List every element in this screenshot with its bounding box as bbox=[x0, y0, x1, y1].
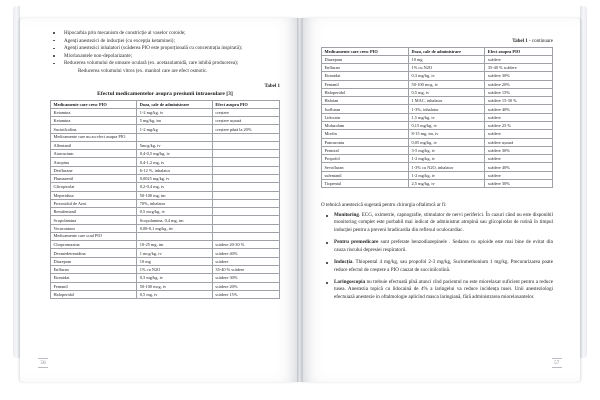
table-row bbox=[322, 80, 553, 88]
cell-doza: 6-12 %, inhalator bbox=[137, 166, 213, 174]
bullet-text: nu trebuie efectuată pînă atunci cînd pacientul nu este miorelaxat suficient pentru a reduce tusea. Anestezia topică cu lidocaină de 4% a laringelui va reduce incidența tusei. Unii anesteziologi efectuiază anestezie in oftalmologie aplicînd masca laringiană, fără administrarea miorelaxantelor. bbox=[334, 279, 553, 300]
table-label-left bbox=[50, 84, 280, 89]
column-header-doza: Doza, cale de administrare bbox=[409, 47, 485, 55]
cell-doza: 1% cu N2O bbox=[137, 266, 213, 274]
table-row bbox=[322, 88, 553, 96]
cell-efect: creștere ușoară bbox=[212, 117, 279, 125]
table-row bbox=[322, 180, 553, 188]
table-title-left: Efectul medicamentelor asupra presiunii intraosulare [3] bbox=[97, 91, 233, 98]
cell-doza: Scopolamina, 0,4 mg, im bbox=[137, 216, 213, 224]
technique-bullet-list bbox=[321, 212, 553, 301]
cell-efect: scădere bbox=[212, 257, 279, 265]
cell-medicament: Sucinilcolina bbox=[51, 125, 137, 133]
cell-efect: scădere 25 % bbox=[485, 122, 553, 130]
cell-medicament: Morfin bbox=[322, 130, 409, 138]
bullet-dot-icon bbox=[326, 215, 328, 217]
cell-efect: scădere 15% bbox=[212, 290, 279, 298]
list-item bbox=[50, 53, 280, 60]
cell-medicament: Medicamente care nu au efect asupra PIO bbox=[51, 133, 137, 141]
cell-medicament: Clorpromazina bbox=[51, 241, 137, 249]
cell-efect: scădere 20% bbox=[485, 80, 553, 88]
table-label-text: Tabel 1 bbox=[512, 39, 528, 44]
cell-medicament: sufentanil bbox=[322, 171, 409, 179]
cell-medicament: Atropina bbox=[51, 158, 137, 166]
bullet-text: . ECG, oximetrie, capnografie, stimulator de nervi periferici. În cazuri când nu este disponibil monitoring complet este porbabil mai indicat de administrat atropină sau glicopirolat de rutină în timpul inducției pentru a preveni bradicardia din reflexul oculocardiac. bbox=[334, 212, 553, 233]
page-number-value: 57 bbox=[552, 358, 562, 368]
table-row bbox=[51, 108, 280, 116]
cell-medicament: Fentanil bbox=[51, 282, 137, 290]
page-left bbox=[20, 18, 299, 382]
bullet-dot-icon bbox=[326, 282, 328, 284]
cell-efect: 35-40 % scădere bbox=[212, 266, 279, 274]
table-row bbox=[322, 64, 553, 72]
bullet-text: sunt preferate benzodiazepinele . Sedarea cu opioide este mai bine de evitat din cauza riscului depresiei respiratorii. bbox=[334, 239, 553, 253]
bullet-dot-icon bbox=[53, 32, 55, 34]
cell-medicament: Halotan bbox=[322, 97, 409, 105]
page-stack-edge-left bbox=[13, 6, 20, 358]
cell-efect: scădere 40% bbox=[485, 163, 553, 171]
bullet-dot-icon bbox=[53, 55, 55, 57]
column-header-medicament: Medicamente care cresc PIO bbox=[322, 47, 409, 55]
cell-medicament: Etomidat bbox=[322, 72, 409, 80]
bullet-text: Hipocarbia prin mecanism de constricție al vaselor coroide; bbox=[64, 30, 186, 36]
cell-doza: 0,3 mg/kg, iv bbox=[137, 274, 213, 282]
column-header-efect: Efect asupra PIO bbox=[485, 47, 553, 55]
page-number-right bbox=[552, 358, 562, 368]
cell-medicament: Fentanil bbox=[322, 80, 409, 88]
table-row bbox=[322, 55, 553, 63]
cell-efect bbox=[212, 133, 279, 141]
cell-medicament: Dexmedetomidina bbox=[51, 249, 137, 257]
cell-efect bbox=[212, 166, 279, 174]
table-row bbox=[322, 72, 553, 80]
cell-medicament: Meperidina bbox=[51, 191, 137, 199]
cell-efect: scădere bbox=[485, 171, 553, 179]
open-book-spread bbox=[20, 18, 580, 382]
cell-doza: 50-100 mcg, iv bbox=[137, 282, 213, 290]
table-row bbox=[51, 290, 280, 298]
cell-medicament: Pentotal bbox=[322, 146, 409, 154]
list-item bbox=[50, 30, 280, 37]
table-row bbox=[51, 224, 280, 232]
bullet-dot-icon bbox=[326, 262, 328, 264]
table-header-right bbox=[322, 47, 553, 55]
cell-doza: 8-15 mg, im, iv bbox=[409, 130, 485, 138]
cell-doza: 0,08-0,1 mg/kg, iiv bbox=[137, 224, 213, 232]
table-row bbox=[51, 191, 280, 199]
cell-efect: creștere până la 20% bbox=[212, 125, 279, 133]
technique-lead-text: O tehnică anestezică sugerată pentru chirurgia oftalimcă ar fi: bbox=[321, 202, 447, 209]
page-stack-edge-right bbox=[580, 6, 587, 358]
cell-doza: 10 mg bbox=[137, 257, 213, 265]
table-body-right bbox=[322, 55, 553, 188]
table-label-continuation: - continuare bbox=[527, 39, 553, 44]
table-row bbox=[322, 97, 553, 105]
table-row bbox=[51, 216, 280, 224]
list-item bbox=[50, 60, 280, 67]
cell-doza: 0,2-0,4 mg, iv bbox=[137, 183, 213, 191]
cell-medicament: Tiopental bbox=[322, 180, 409, 188]
table-row bbox=[51, 257, 280, 265]
table-group-row bbox=[51, 232, 280, 240]
cell-medicament: Scopolamina bbox=[51, 216, 137, 224]
drug-effects-table-left bbox=[50, 100, 280, 300]
table-header-row bbox=[322, 47, 553, 55]
cell-efect: scădere 15% bbox=[485, 88, 553, 96]
cell-medicament: Flumazenil bbox=[51, 175, 137, 183]
bullet-lede: Monitoring bbox=[334, 212, 359, 219]
table-row bbox=[51, 241, 280, 249]
bullet-dot-icon bbox=[53, 48, 55, 50]
cell-doza: 0,0025 mg/kg, iv bbox=[137, 175, 213, 183]
page-left-content bbox=[50, 30, 280, 299]
bullet-lede: Inducția bbox=[334, 259, 353, 266]
cell-efect bbox=[212, 141, 279, 149]
page-number-left bbox=[38, 358, 48, 368]
cell-medicament: Vecuronium bbox=[51, 224, 137, 232]
cell-doza: 0,05 mg/kg, iv bbox=[409, 138, 485, 146]
cell-medicament: Diazepam bbox=[51, 257, 137, 265]
table-header-left bbox=[51, 100, 280, 108]
cell-medicament: Enfluran bbox=[322, 64, 409, 72]
cell-doza: 70%, inhalator bbox=[137, 199, 213, 207]
table-row bbox=[322, 113, 553, 121]
cell-doza: 5mcg/kg, iv bbox=[137, 141, 213, 149]
drug-effects-table-right bbox=[321, 47, 553, 189]
table-row bbox=[51, 141, 280, 149]
cell-medicament: Enfluran bbox=[51, 266, 137, 274]
cell-efect: scădere bbox=[485, 155, 553, 163]
table-row bbox=[322, 155, 553, 163]
list-item bbox=[321, 259, 553, 273]
cell-doza: 1-3% cu N2O, inhalator bbox=[409, 163, 485, 171]
bullet-dot-icon bbox=[326, 242, 328, 244]
cell-doza: 1-2 mg/kg, iv bbox=[409, 171, 485, 179]
table-row bbox=[51, 282, 280, 290]
list-item bbox=[50, 45, 280, 52]
table-row bbox=[51, 266, 280, 274]
cell-medicament: Isofluran bbox=[322, 105, 409, 113]
table-label-right bbox=[321, 39, 553, 44]
list-item bbox=[321, 239, 553, 253]
cell-medicament: Remifentanil bbox=[51, 208, 137, 216]
table-row bbox=[51, 274, 280, 282]
cell-doza: 1% cu N2O bbox=[409, 64, 485, 72]
cell-doza: 3-5 mg/kg, iv bbox=[409, 146, 485, 154]
cell-efect: scădere ușoară bbox=[485, 138, 553, 146]
cell-efect: scădere 30% bbox=[485, 72, 553, 80]
table-row bbox=[322, 122, 553, 130]
bullet-text: . Thiopental 4 mg/kg, sau propofol 2-3 mg/kg, Sucinmethonium 1 mg/kg. Precurarizarea poate reduce efectul de creștere a PIO cauzat de succinilcolină. bbox=[334, 259, 553, 273]
cell-medicament: Alfentanil bbox=[51, 141, 137, 149]
cell-efect bbox=[212, 191, 279, 199]
table-row bbox=[51, 125, 280, 133]
cell-efect bbox=[212, 199, 279, 207]
cell-efect: scădere 40% bbox=[485, 105, 553, 113]
table-row bbox=[51, 166, 280, 174]
cell-efect: scădere bbox=[485, 113, 553, 121]
cell-doza bbox=[137, 133, 213, 141]
cell-efect: scădere bbox=[485, 130, 553, 138]
cell-doza: 50-100 mcg, iv bbox=[409, 80, 485, 88]
cell-doza: 1-3%, inhalator bbox=[409, 105, 485, 113]
cell-efect: scădere 30% bbox=[485, 146, 553, 154]
cell-doza: 0,5 mg, iv bbox=[409, 88, 485, 96]
cell-medicament: Haloperidol bbox=[51, 290, 137, 298]
cell-medicament: Etomidat bbox=[51, 274, 137, 282]
cell-doza: 1-2 mg/kg, iv bbox=[409, 155, 485, 163]
table-row bbox=[322, 138, 553, 146]
cell-medicament: Glicopirolat bbox=[51, 183, 137, 191]
cell-medicament: Ketamina bbox=[51, 117, 137, 125]
list-item bbox=[321, 279, 553, 301]
cell-doza: 1,5 mg/kg, iv bbox=[409, 113, 485, 121]
table-row bbox=[51, 183, 280, 191]
bullet-dot-icon bbox=[53, 63, 55, 65]
cell-efect bbox=[212, 175, 279, 183]
cell-medicament: Pancuroniu bbox=[322, 138, 409, 146]
cell-medicament: Protoxidul de Azot bbox=[51, 199, 137, 207]
cell-doza bbox=[137, 232, 213, 240]
cell-efect bbox=[212, 150, 279, 158]
table-row bbox=[51, 158, 280, 166]
column-header-medicament: Medicamente care cresc PIO bbox=[51, 100, 137, 108]
cell-medicament: Medicamente care scad PIO bbox=[51, 232, 137, 240]
cell-efect bbox=[212, 232, 279, 240]
cell-medicament: Lidocain bbox=[322, 113, 409, 121]
cell-efect: scădere 15-30 % bbox=[485, 97, 553, 105]
page-right-content bbox=[321, 30, 553, 306]
table-row bbox=[322, 146, 553, 154]
cell-efect bbox=[212, 158, 279, 166]
page-number-value: 56 bbox=[38, 358, 48, 368]
bullet-text: Reducerea volumului de umoare oculară (ex. acetazolamidă, care inhibă producerea); bbox=[64, 60, 239, 67]
table-row bbox=[51, 117, 280, 125]
cell-efect bbox=[212, 224, 279, 232]
cell-doza: 0,4-1,2 mg, iv bbox=[137, 158, 213, 166]
cell-doza: 1 MAC, inhalator bbox=[409, 97, 485, 105]
cell-medicament: Desflurane bbox=[51, 166, 137, 174]
cell-efect bbox=[212, 183, 279, 191]
column-header-doza: Doza, cale de administrare bbox=[137, 100, 213, 108]
cell-medicament: Midazolam bbox=[322, 122, 409, 130]
table-label-text: Tabel 1 bbox=[264, 83, 280, 89]
table-row bbox=[51, 249, 280, 257]
cell-medicament: Haloperidol bbox=[322, 88, 409, 96]
table-row bbox=[322, 171, 553, 179]
cell-medicament: Sevofluran bbox=[322, 163, 409, 171]
cell-doza: 5 mg/kg, im bbox=[137, 117, 213, 125]
table-body-left bbox=[51, 108, 280, 298]
column-header-efect: Efect asupra PIO bbox=[212, 100, 279, 108]
cell-efect bbox=[212, 216, 279, 224]
bullet-dot-icon bbox=[53, 40, 55, 42]
cell-efect: scădere 20% bbox=[212, 282, 279, 290]
cell-medicament: Atracurium bbox=[51, 150, 137, 158]
table-row bbox=[51, 150, 280, 158]
table-row bbox=[51, 208, 280, 216]
cell-doza: 1 mcg/kg, iv bbox=[137, 249, 213, 257]
cell-efect: 35-40 % scădere bbox=[485, 64, 553, 72]
page-right bbox=[301, 18, 580, 382]
table-row bbox=[51, 175, 280, 183]
table-group-row bbox=[51, 133, 280, 141]
cell-doza: 10-25 mg, im bbox=[137, 241, 213, 249]
table-row bbox=[322, 163, 553, 171]
table-header-row bbox=[51, 100, 280, 108]
cell-efect: scădere 40% bbox=[212, 249, 279, 257]
cell-doza: 50-100 mg, im bbox=[137, 191, 213, 199]
cell-doza: 0,3 mg/kg, iv bbox=[409, 72, 485, 80]
cell-efect: scădere 20-30 % bbox=[212, 241, 279, 249]
table-row bbox=[322, 105, 553, 113]
bullet-text: Miorlaxantele non-depolarizante; bbox=[64, 52, 133, 59]
cell-doza: 2,5 mg/kg, iv bbox=[409, 180, 485, 188]
intro-subnote: Reducerea volumului vitros (ex. manitol care are efect osmotic. bbox=[78, 67, 208, 74]
cell-medicament: Ketamina bbox=[51, 108, 137, 116]
cell-doza: 1-2 mg/kg, iv bbox=[137, 108, 213, 116]
bullet-lede: Laringoscopia bbox=[334, 279, 366, 286]
book-spine bbox=[297, 18, 303, 382]
bullet-text: Agenți anestezici de inducției (cu excepția ketaminei); bbox=[64, 37, 175, 44]
bullet-text: Agenți anestezici inhalatori (scăderea PIO este proporțională cu concentrația inspirată); bbox=[64, 45, 243, 52]
bullet-lede: Pentru premedicare bbox=[334, 239, 379, 246]
cell-medicament: Propofol bbox=[322, 155, 409, 163]
cell-doza: 0,4-0,5 mg/kg, iv bbox=[137, 150, 213, 158]
cell-doza: 0,5 mcg/kg, iv bbox=[137, 208, 213, 216]
cell-doza: 10 mg bbox=[409, 55, 485, 63]
cell-efect: creștere bbox=[212, 108, 279, 116]
cell-efect bbox=[212, 208, 279, 216]
cell-efect: scădere 30% bbox=[212, 274, 279, 282]
cell-efect: scădere bbox=[485, 55, 553, 63]
cell-doza: 0,5 mg, iv bbox=[137, 290, 213, 298]
cell-medicament: Diazepam bbox=[322, 55, 409, 63]
cell-efect: scădere 30% bbox=[485, 180, 553, 188]
intro-bullet-list bbox=[50, 30, 280, 67]
cell-doza: 0,15 mg/kg, iv bbox=[409, 122, 485, 130]
table-row bbox=[51, 199, 280, 207]
list-item bbox=[321, 212, 553, 234]
cell-doza: 1-2 mg/kg bbox=[137, 125, 213, 133]
table-row bbox=[322, 130, 553, 138]
list-item bbox=[50, 38, 280, 45]
